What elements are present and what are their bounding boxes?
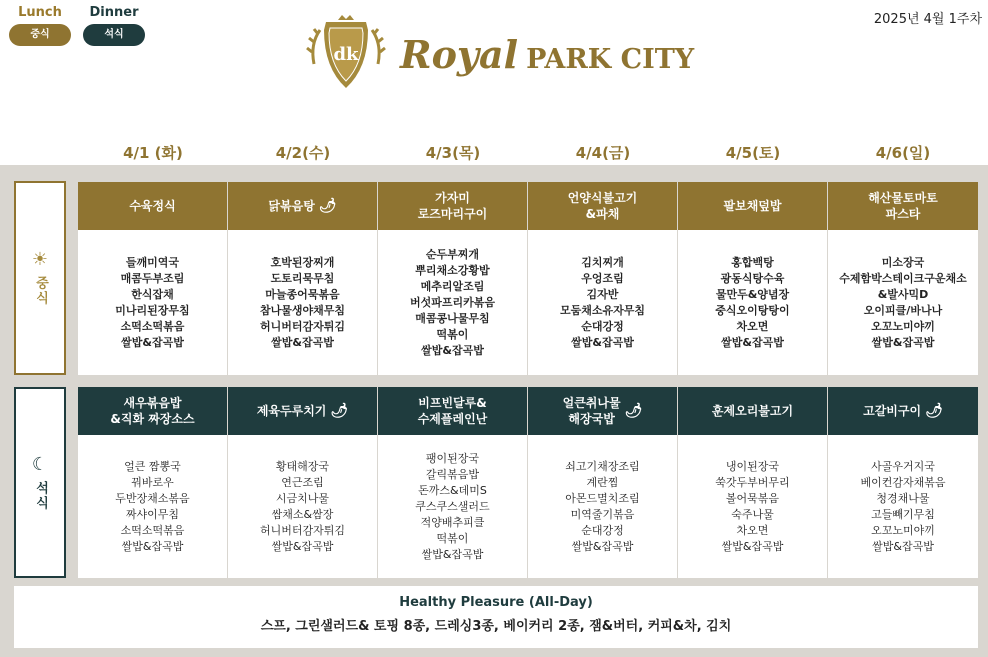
menu-item: 오꼬노미야끼 [871, 523, 935, 537]
lunch-legend-label: Lunch [18, 5, 62, 20]
menu-item: 홍합백탕 [731, 255, 774, 269]
menu-item: 차오면 [736, 319, 769, 333]
menu-item: 메추리알조림 [420, 279, 485, 293]
menu-item: 호박된장찌개 [270, 255, 335, 269]
dinner-main-dish [78, 387, 227, 435]
menu-item: 순두부찌개 [425, 247, 480, 261]
menu-item: 쑥갓두부버무리 [715, 475, 790, 489]
menu-item: 매콤콩나물무침 [415, 311, 490, 325]
date-2: 4/2(수) [275, 144, 331, 162]
dinner-main-dish-name: 제육두루치기 [256, 404, 327, 418]
menu-item: 냉이된장국 [725, 459, 780, 473]
menu-item: 계란찜 [586, 475, 619, 489]
dinner-main-dish-name: 훈제오리불고기 [711, 404, 794, 418]
menu-item: 고들빼기무침 [871, 507, 935, 521]
brand-royal: Royal [400, 32, 519, 77]
menu-item: 쌀밥&잡곡밥 [721, 335, 784, 349]
menu-item: 쌀밥&잡곡밥 [121, 335, 184, 349]
menu-item: 수제함박스테이크구운채소 [839, 271, 967, 285]
menu-item: 볼어묵볶음 [725, 491, 780, 505]
lunch-day-column [78, 182, 228, 375]
lunch-main-dish [78, 182, 227, 230]
menu-item: 갈릭볶음밥 [425, 467, 480, 481]
menu-item: 황태해장국 [275, 459, 330, 473]
menu-item: 쌀밥&잡곡밥 [121, 539, 184, 553]
dinner-menu-row [78, 387, 978, 578]
lunch-main-dish [828, 182, 978, 230]
dinner-day-column [528, 387, 678, 578]
menu-item: 쿠스쿠스샐러드 [415, 499, 490, 513]
dinner-side-dishes [378, 435, 527, 578]
healthy-items: 스프, 그린샐러드& 토핑 8종, 드레싱3종, 베이커리 2종, 잼&버터, 커피&차, 김치 [260, 619, 732, 634]
menu-item: 버섯파프리카볶음 [409, 295, 495, 309]
lunch-main-dish [678, 182, 827, 230]
menu-item: 쌀밥&잡곡밥 [271, 335, 334, 349]
dinner-main-dish [678, 387, 827, 435]
lunch-section-text: 중식 [33, 276, 48, 306]
lunch-main-dish-name: 닭볶음탕 [268, 199, 315, 213]
lunch-section-label [14, 181, 66, 375]
lunch-side-dishes [828, 230, 978, 375]
date-1: 4/1 (화) [123, 144, 183, 162]
menu-item: 한식잡채 [131, 287, 174, 301]
lunch-day-column [678, 182, 828, 375]
menu-item: 쌀밥&잡곡밥 [571, 539, 634, 553]
menu-item: 쇠고기채장조림 [565, 459, 640, 473]
menu-item: 베이컨감자채볶음 [860, 475, 946, 489]
lunch-main-dish-name: 수육정식 [129, 199, 176, 213]
healthy-title: Healthy Pleasure (All-Day) [399, 595, 593, 610]
dinner-day-column [678, 387, 828, 578]
lunch-side-dishes [228, 230, 377, 375]
lunch-side-dishes [528, 230, 677, 375]
lunch-main-dish-name: 언양식불고기 &파채 [567, 191, 638, 221]
menu-item: 꿔바로우 [131, 475, 174, 489]
dinner-legend-pill[interactable]: 석식 [83, 24, 145, 46]
moon-icon: ☾ [31, 453, 49, 475]
chili-pepper-icon: 🌶 [330, 403, 349, 419]
menu-item: 숙주나물 [731, 507, 774, 521]
menu-item: 연근조림 [281, 475, 324, 489]
menu-item: 차오면 [736, 523, 769, 537]
menu-item: 소떡소떡볶음 [120, 319, 185, 333]
menu-item: &발사믹D [877, 287, 929, 301]
lunch-main-dish [378, 182, 527, 230]
menu-item: 쌀밥&잡곡밥 [721, 539, 784, 553]
dinner-day-column [228, 387, 378, 578]
dinner-day-column [828, 387, 978, 578]
date-3: 4/3(목) [425, 144, 481, 162]
menu-item: 돈까스&데미S [418, 483, 487, 497]
dinner-legend [82, 4, 146, 48]
menu-item: 쌀밥&잡곡밥 [421, 343, 484, 357]
dinner-day-column [378, 387, 528, 578]
menu-item: 순대강정 [581, 319, 624, 333]
lunch-day-column [528, 182, 678, 375]
menu-item: 김자반 [586, 287, 619, 301]
crest-icon [304, 14, 388, 98]
date-5: 4/5(토) [725, 144, 781, 162]
menu-item: 허니버터감자튀김 [259, 319, 345, 333]
menu-item: 쌈채소&쌈장 [271, 507, 334, 521]
dinner-day-column [78, 387, 228, 578]
date-6: 4/6(일) [875, 144, 931, 162]
menu-item: 도토리묵무침 [270, 271, 335, 285]
chili-pepper-icon: 🌶 [624, 403, 643, 419]
lunch-main-dish-name: 팔보채덮밥 [723, 199, 782, 213]
lunch-main-dish [528, 182, 677, 230]
chili-pepper-icon: 🌶 [925, 403, 943, 419]
header [0, 0, 988, 165]
menu-item: 시금치나물 [275, 491, 330, 505]
menu-item: 쌀밥&잡곡밥 [871, 335, 935, 349]
menu-item: 사골우거지국 [871, 459, 935, 473]
dinner-main-dish [528, 387, 677, 435]
menu-item: 중식오이탕탕이 [715, 303, 790, 317]
menu-item: 적양배추피클 [420, 515, 485, 529]
lunch-legend-pill[interactable]: 중식 [9, 24, 71, 46]
menu-item: 광동식탕수육 [720, 271, 785, 285]
dinner-main-dish [828, 387, 978, 435]
menu-item: 두반장채소볶음 [115, 491, 190, 505]
sun-icon: ☀ [31, 249, 49, 270]
lunch-side-dishes [78, 230, 227, 375]
lunch-side-dishes [678, 230, 827, 375]
menu-item: 쌀밥&잡곡밥 [571, 335, 634, 349]
menu-item: 소떡소떡볶음 [120, 523, 185, 537]
chili-pepper-icon: 🌶 [318, 198, 337, 214]
dinner-section-label [14, 387, 66, 578]
menu-item: 매콤두부조림 [120, 271, 185, 285]
menu-item: 참나물생야채무침 [259, 303, 345, 317]
menu-item: 모둠채소유자무침 [559, 303, 645, 317]
menu-item: 오이피클/바나나 [863, 303, 943, 317]
lunch-main-dish-name: 가자미 로즈마리구이 [417, 191, 488, 221]
menu-item: 뿌리채소강황밥 [415, 263, 490, 277]
lunch-main-dish [228, 182, 377, 230]
dinner-main-dish-name: 비프빈달루& 수제플레인난 [417, 396, 488, 426]
royal-park-city-logo [304, 14, 695, 98]
menu-item: 우엉조림 [581, 271, 624, 285]
dinner-section-text: 석식 [33, 480, 48, 511]
dinner-side-dishes [228, 435, 377, 578]
dinner-main-dish [378, 387, 527, 435]
brand-park-city: PARK CITY [526, 44, 695, 75]
lunch-side-dishes [378, 230, 527, 375]
menu-item: 허니버터감자튀김 [259, 523, 345, 537]
dinner-side-dishes [78, 435, 227, 578]
dinner-main-dish-name: 고갈비구이 [863, 404, 922, 418]
lunch-menu-row [78, 182, 978, 375]
date-4: 4/4(금) [575, 144, 631, 162]
menu-item: 얼큰 짬뽕국 [124, 459, 181, 473]
date-header-row [78, 142, 978, 164]
menu-item: 아몬드멸치조림 [565, 491, 640, 505]
dinner-side-dishes [678, 435, 827, 578]
menu-item: 미역줄기볶음 [570, 507, 635, 521]
lunch-day-column [378, 182, 528, 375]
dinner-main-dish-name: 얼큰취나물 해장국밥 [562, 396, 621, 426]
menu-item: 쌀밥&잡곡밥 [872, 539, 934, 553]
crest-mark: dk [333, 44, 359, 65]
menu-item: 쌀밥&잡곡밥 [421, 547, 484, 561]
lunch-legend [8, 4, 72, 48]
lunch-main-dish-name: 해산물토마토 파스타 [868, 191, 938, 221]
menu-item: 미나리된장무침 [115, 303, 190, 317]
menu-item: 물만두&양념장 [715, 287, 790, 301]
menu-item: 쌀밥&잡곡밥 [271, 539, 334, 553]
dinner-main-dish-name: 새우볶음밥 &직화 짜장소스 [110, 396, 195, 426]
week-label: 2025년 4월 1주차 [873, 12, 982, 27]
lunch-day-column [828, 182, 978, 375]
menu-item: 순대강정 [581, 523, 624, 537]
menu-item: 청경채나물 [876, 491, 930, 505]
dinner-main-dish [228, 387, 377, 435]
lunch-day-column [228, 182, 378, 375]
menu-item: 짜샤이무침 [125, 507, 180, 521]
dinner-side-dishes [828, 435, 978, 578]
dinner-side-dishes [528, 435, 677, 578]
menu-item: 떡볶이 [436, 327, 469, 341]
menu-item: 떡볶이 [436, 531, 469, 545]
menu-item: 마늘종어묵볶음 [265, 287, 340, 301]
healthy-pleasure-banner [14, 586, 978, 648]
menu-item: 미소장국 [881, 255, 925, 269]
dinner-legend-label: Dinner [89, 5, 139, 20]
menu-item: 김치찌개 [581, 255, 624, 269]
menu-item: 들깨미역국 [125, 255, 180, 269]
menu-item: 팽이된장국 [425, 451, 480, 465]
brand-name [400, 32, 694, 77]
menu-item: 오꼬노미야끼 [871, 319, 935, 333]
